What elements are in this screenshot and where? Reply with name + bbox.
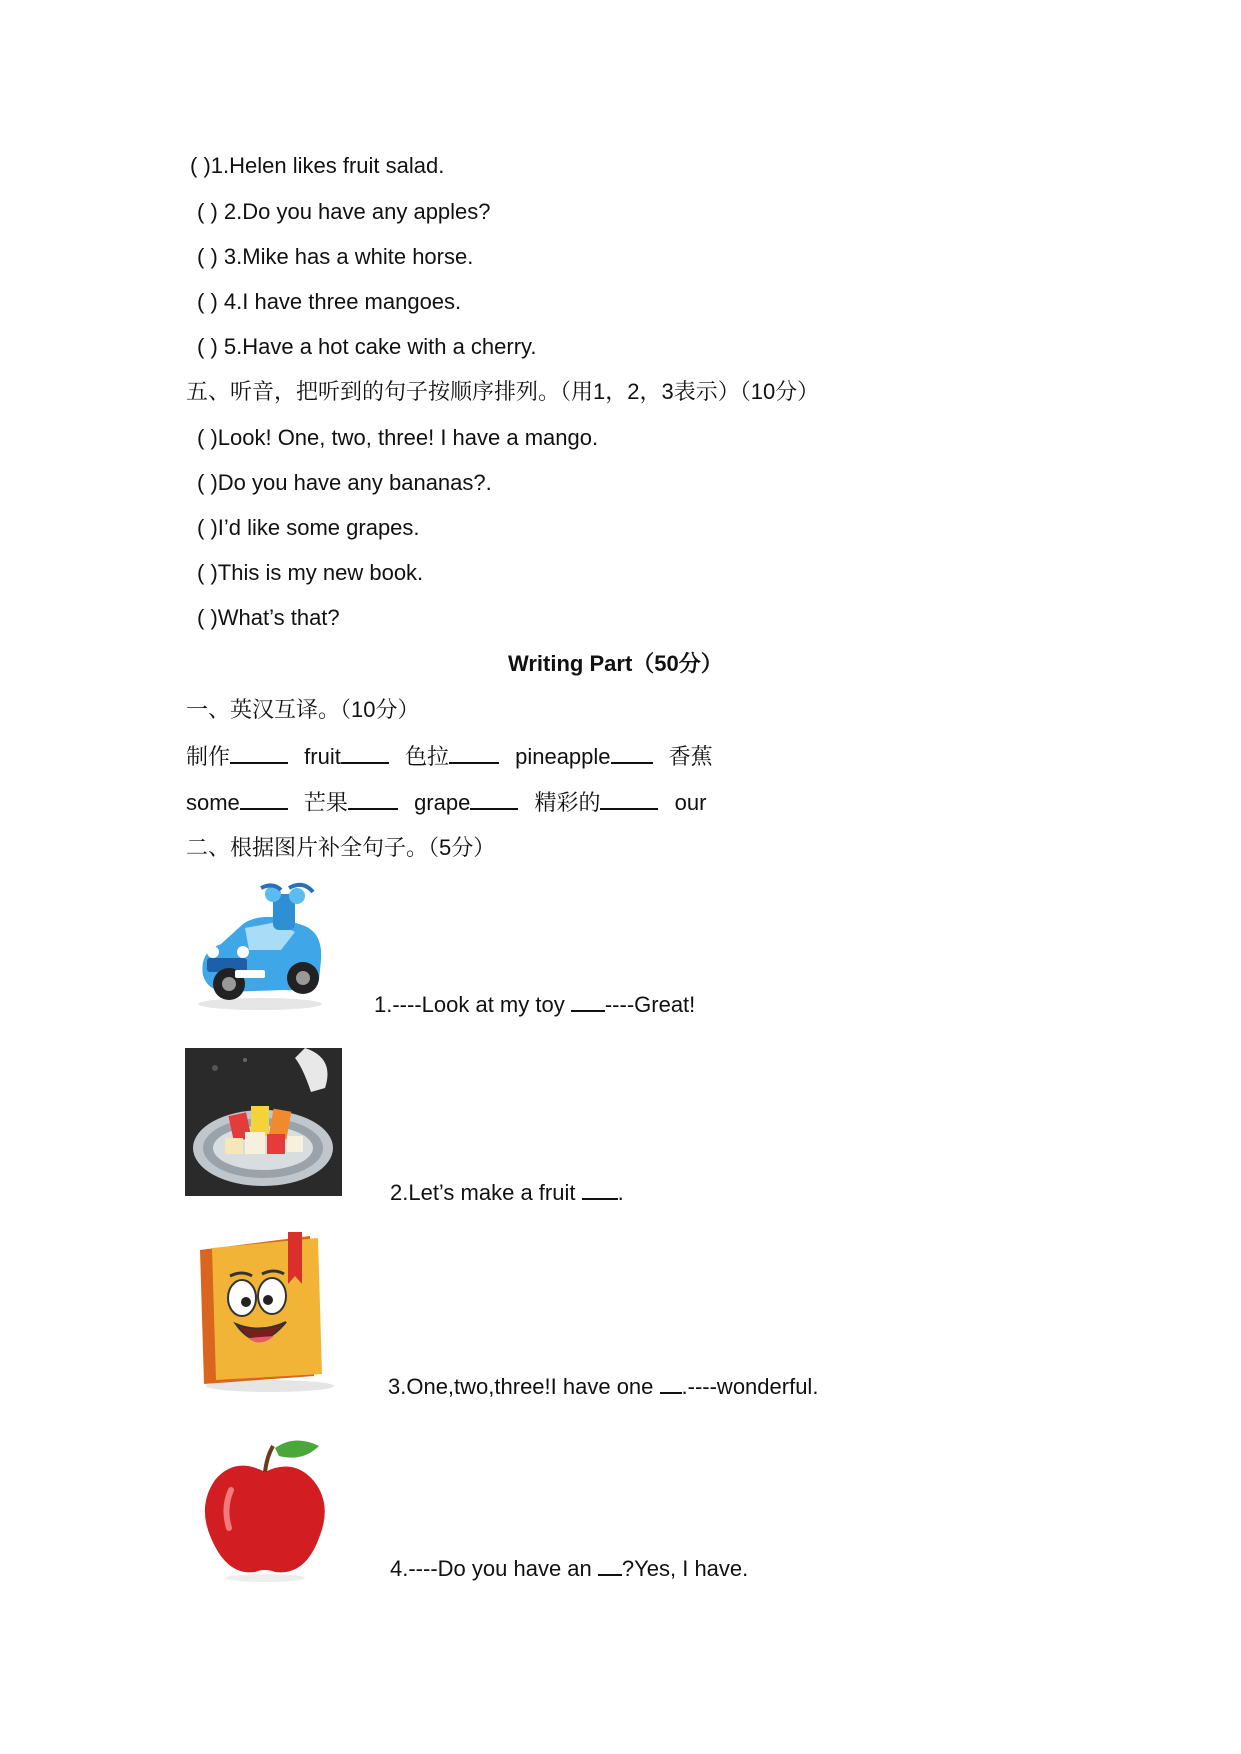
translate-row-2: some 芒果 grape 精彩的 our xyxy=(186,790,707,815)
answer-blank[interactable] xyxy=(582,1178,618,1200)
listening-item-5: ( ) 5.Have a hot cake with a cherry. xyxy=(197,334,537,359)
ordering-item-3: ( )I’d like some grapes. xyxy=(197,515,420,540)
picture-section-title: 二、根据图片补全句子。（5分） xyxy=(186,835,496,860)
answer-blank[interactable] xyxy=(600,788,658,810)
listening-item-1: ( )1.Helen likes fruit salad. xyxy=(190,153,445,178)
answer-blank[interactable] xyxy=(341,742,389,764)
translate-row-1: 制作 fruit 色拉 pineapple 香蕉 xyxy=(186,744,713,769)
section-5-title: 五、听音，把听到的句子按顺序排列。（用1，2，3表示）（10分） xyxy=(186,379,820,404)
picture-question-4: 4.----Do you have an ?Yes, I have. xyxy=(390,1556,749,1581)
picture-question-3: 3.One,two,three!I have one .----wonderful. xyxy=(388,1374,819,1399)
answer-blank[interactable] xyxy=(611,742,653,764)
book-image xyxy=(190,1228,340,1393)
answer-blank[interactable] xyxy=(240,788,288,810)
ordering-item-4: ( )This is my new book. xyxy=(197,560,424,585)
listening-item-3: ( ) 3.Mike has a white horse. xyxy=(197,244,474,269)
picture-question-1: 1.----Look at my toy ----Great! xyxy=(374,992,696,1017)
ordering-item-1: ( )Look! One, two, three! I have a mango. xyxy=(197,425,599,450)
answer-blank[interactable] xyxy=(470,788,518,810)
listening-item-2: ( ) 2.Do you have any apples? xyxy=(197,199,491,224)
ordering-item-5: ( )What’s that? xyxy=(197,605,340,630)
writing-part-title: Writing Part（50分） xyxy=(508,651,723,676)
answer-blank[interactable] xyxy=(449,742,499,764)
ordering-item-2: ( )Do you have any bananas?. xyxy=(197,470,492,495)
translate-title: 一、英汉互译。（10分） xyxy=(186,697,420,722)
answer-blank[interactable] xyxy=(598,1554,622,1576)
answer-blank[interactable] xyxy=(660,1372,682,1394)
apple-image xyxy=(195,1434,345,1584)
answer-blank[interactable] xyxy=(348,788,398,810)
answer-blank[interactable] xyxy=(571,990,605,1012)
listening-item-4: ( ) 4.I have three mangoes. xyxy=(197,289,462,314)
picture-question-2: 2.Let’s make a fruit . xyxy=(390,1180,624,1205)
answer-blank[interactable] xyxy=(230,742,288,764)
fruit-salad-image xyxy=(185,1048,342,1196)
toy-car-image xyxy=(185,880,335,1015)
